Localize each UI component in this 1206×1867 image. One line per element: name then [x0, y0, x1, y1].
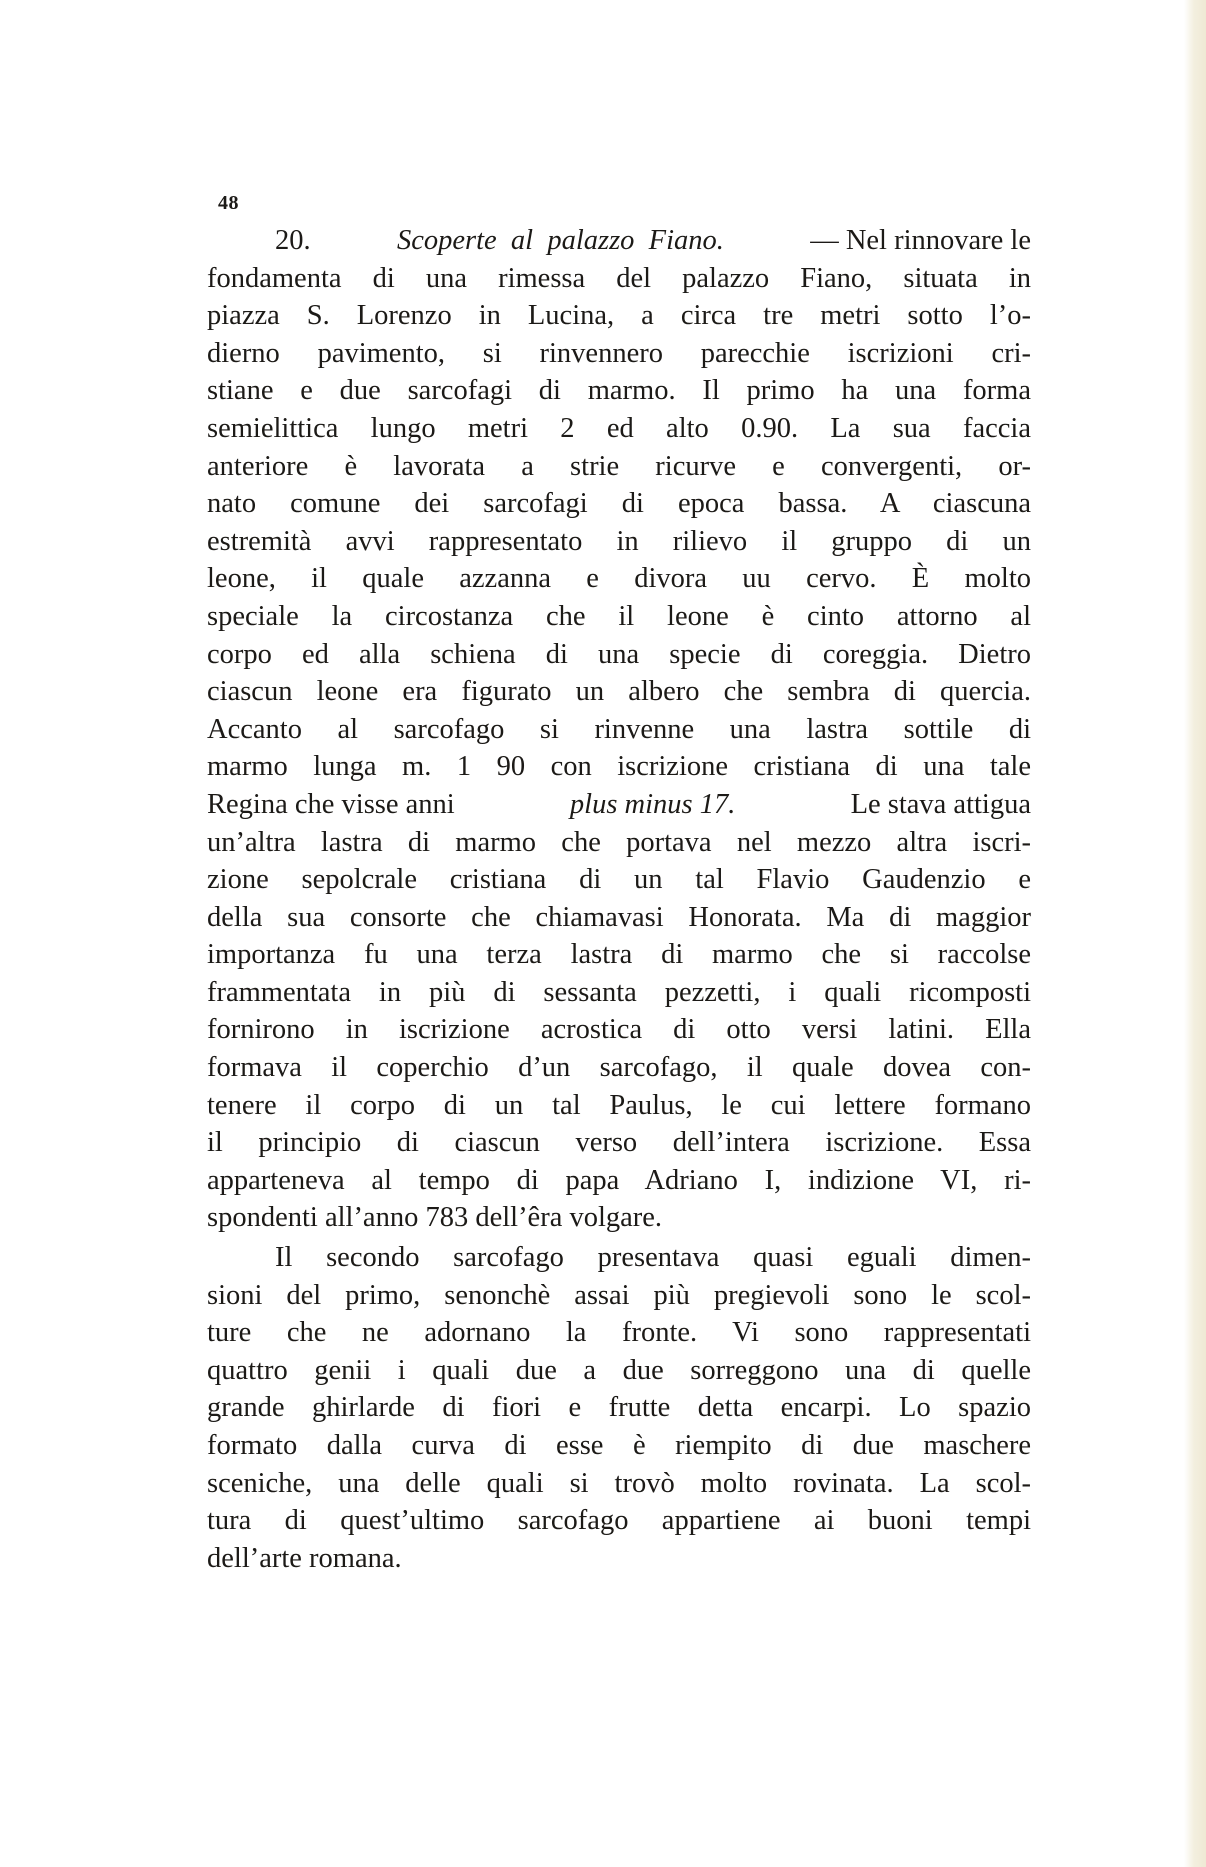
text-line	[207, 222, 1031, 260]
text-line: estremità avvi rappresentato in rilievo il gruppo di un	[207, 525, 1031, 557]
text-line-segments	[275, 222, 1031, 260]
text-line: Accanto al sarcofago si rinvenne una lastra sottile di	[207, 713, 1031, 745]
text-line: marmo lunga m. 1 90 con iscrizione cristiana di una tale	[207, 751, 1031, 783]
text-line: dell’arte romana.	[207, 1542, 402, 1574]
text-line: tenere il corpo di un tal Paulus, le cui lettere formano	[207, 1089, 1031, 1121]
text-line: della sua consorte che chiamavasi Honorata. Ma di maggior	[207, 901, 1031, 933]
text-line: zione sepolcrale cristiana di un tal Flavio Gaudenzio e	[207, 864, 1031, 896]
italic-text: plus minus 17.	[569, 788, 736, 820]
text-line: piazza S. Lorenzo in Lucina, a circa tre metri sotto l’o-	[207, 300, 1031, 332]
text-line: ciascun leone era figurato un albero che sembra di quercia.	[207, 676, 1031, 708]
text-line: ture che ne adornano la fronte. Vi sono rappresentati	[207, 1317, 1031, 1349]
text-line: anteriore è lavorata a strie ricurve e convergenti, or-	[207, 450, 1031, 482]
text-line: il principio di ciascun verso dell’intera iscrizione. Essa	[207, 1127, 1031, 1159]
text-line: nato comune dei sarcofagi di epoca bassa. A ciascuna	[207, 488, 1031, 520]
text-line: leone, il quale azzanna e divora uu cervo. È molto	[207, 563, 1031, 595]
text-line-segments	[207, 786, 1031, 824]
text-line: semielittica lungo metri 2 ed alto 0.90. La sua faccia	[207, 412, 1031, 444]
text-line: corpo ed alla schiena di una specie di coreggia. Dietro	[207, 638, 1031, 670]
text-line: fondamenta di una rimessa del palazzo Fiano, situata in	[207, 262, 1031, 294]
text-line: grande ghirlarde di fiori e frutte detta encarpi. Lo spazio	[207, 1392, 1031, 1424]
paragraph-1	[207, 222, 1031, 1237]
paragraph-2	[207, 1239, 1031, 1577]
text-line: formato dalla curva di esse è riempito di due maschere	[207, 1430, 1031, 1461]
text-line: fornirono in iscrizione acrostica di otto versi latini. Ella	[207, 1014, 1031, 1046]
text-segment: 20.	[275, 225, 311, 256]
page-number: 48	[218, 192, 239, 214]
text-line: quattro genii i quali due a due sorreggono una di quelle	[207, 1354, 1031, 1386]
text-line	[207, 786, 1031, 824]
text-line: spondenti all’anno 783 dell’êra volgare.	[207, 1202, 663, 1234]
text-segment: — Nel rinnovare le	[810, 225, 1031, 256]
text-line: Il secondo sarcofago presentava quasi eguali dimen-	[275, 1242, 1031, 1274]
text-line: frammentata in più di sessanta pezzetti, i quali ricomposti	[207, 976, 1031, 1008]
text-line: speciale la circostanza che il leone è cinto attorno al	[207, 600, 1031, 632]
text-line: sceniche, una delle quali si trovò molto rovinata. La scol-	[207, 1467, 1031, 1499]
text-line: stiane e due sarcofagi di marmo. Il primo ha una forma	[207, 375, 1031, 407]
text-segment: Regina che visse anni	[207, 788, 455, 820]
article-body	[207, 222, 1031, 1577]
text-segment: Le stava attigua	[850, 788, 1031, 820]
page-edge	[1184, 0, 1206, 1867]
text-line: importanza fu una terza lastra di marmo che si raccolse	[207, 939, 1031, 971]
italic-text: Scoperte al palazzo Fiano.	[396, 225, 724, 256]
text-line: tura di quest’ultimo sarcofago appartiene ai buoni tempi	[207, 1505, 1031, 1537]
text-line: formava il coperchio d’un sarcofago, il quale dovea con-	[207, 1052, 1031, 1084]
text-line: apparteneva al tempo di papa Adriano I, indizione VI, ri-	[207, 1164, 1031, 1196]
text-line: dierno pavimento, si rinvennero parecchie iscrizioni cri-	[207, 337, 1031, 369]
text-line: un’altra lastra di marmo che portava nel mezzo altra iscri-	[207, 826, 1031, 858]
text-line: sioni del primo, senonchè assai più pregievoli sono le scol-	[207, 1279, 1031, 1311]
